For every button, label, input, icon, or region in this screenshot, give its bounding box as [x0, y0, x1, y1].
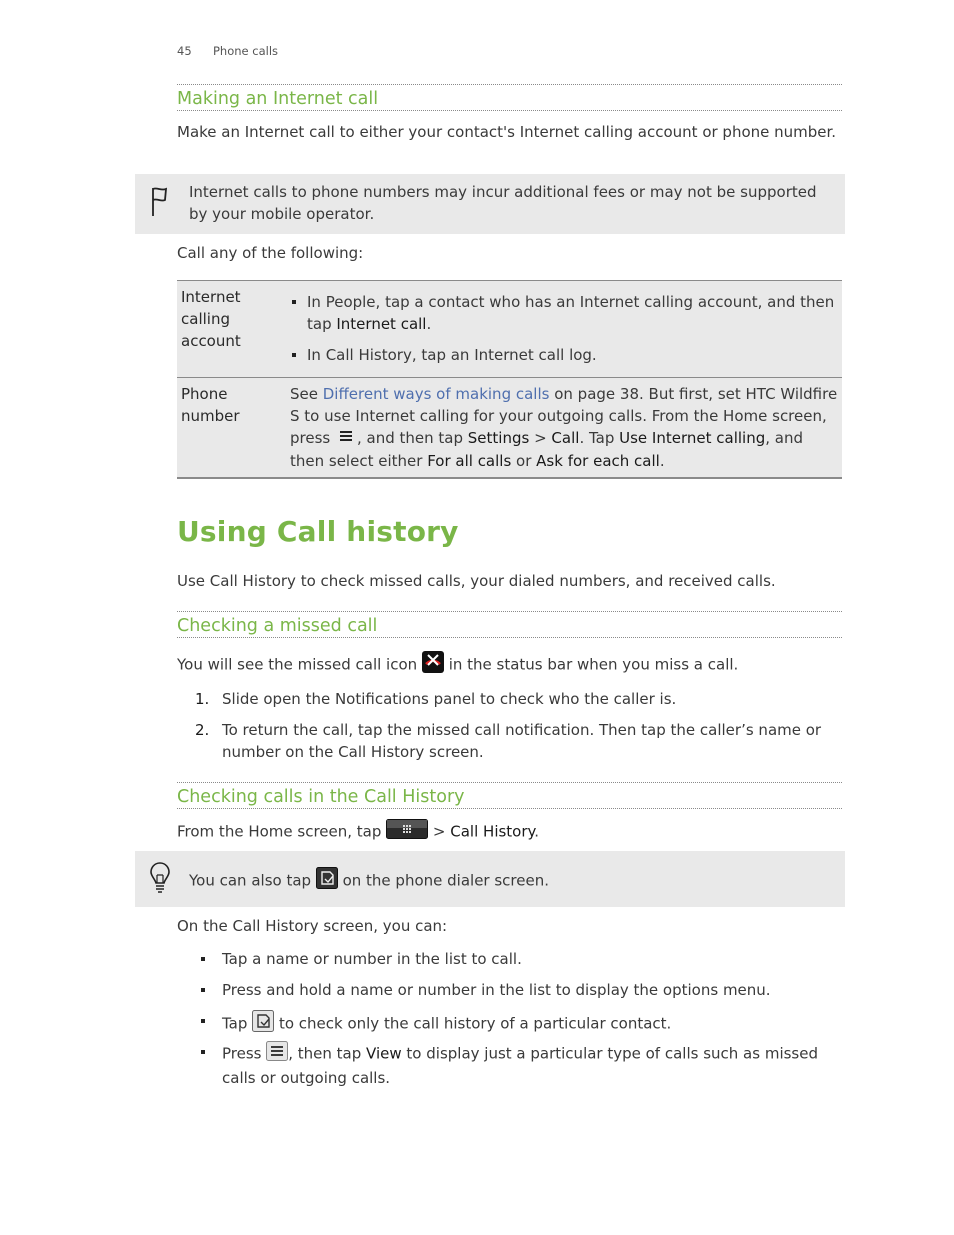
all-apps-tab-icon [386, 819, 428, 845]
checking-calls-line: From the Home screen, tap > Call History. [177, 819, 842, 845]
missed-call-line: You will see the missed call icon in the status bar when you miss a call. [177, 651, 842, 679]
note-box [135, 174, 845, 234]
tip-box [135, 851, 845, 907]
row-content: See Different ways of making calls on page 38. But first, set HTC Wildfire S to use Internet calling for your outgoing calls. From the Home screen, press , and then tap Settings > Call. Tap Use Internet calling, and then select either For all calls or Ask for each call. [285, 378, 842, 478]
menu-icon [266, 1041, 288, 1067]
lightbulb-icon [149, 861, 171, 899]
row-content [285, 281, 842, 378]
page-number: 45 [177, 44, 192, 58]
call-any-text: Call any of the following: [177, 244, 364, 262]
row-label: Phone number [177, 378, 285, 478]
tip-text: You can also tap on the phone dialer screen. [189, 867, 834, 895]
chapter-heading: Using Call history [177, 515, 459, 548]
contact-history-icon [252, 1010, 274, 1038]
menu-icon [335, 428, 357, 450]
page-header [177, 44, 842, 58]
on-screen-text: On the Call History screen, you can: [177, 917, 448, 935]
internet-call-intro: Make an Internet call to either your contact's Internet calling account or phone number. [177, 123, 837, 141]
table-row [177, 281, 842, 378]
list-item: In Call History, tap an Internet call log. [290, 344, 838, 366]
list-item: In People, tap a contact who has an Internet calling account, and then tap Internet call. [290, 291, 838, 335]
table-row [177, 378, 842, 478]
call-history-icon [316, 867, 338, 895]
note-text: Internet calls to phone numbers may incur additional fees or may not be supported by your mobile operator. [189, 183, 817, 223]
section-title-checking-calls: Checking calls in the Call History [177, 782, 842, 809]
chapter-name: Phone calls [213, 44, 279, 58]
call-options-table [177, 280, 842, 479]
section-title-internet-call: Making an Internet call [177, 84, 842, 111]
missed-call-icon [422, 651, 444, 679]
section-title-missed-call: Checking a missed call [177, 611, 842, 638]
flag-icon [149, 186, 169, 222]
row-label: Internet calling account [177, 281, 285, 378]
call-history-intro: Use Call History to check missed calls, your dialed numbers, and received calls. [177, 572, 776, 590]
different-ways-link[interactable]: Different ways of making calls [322, 385, 550, 403]
